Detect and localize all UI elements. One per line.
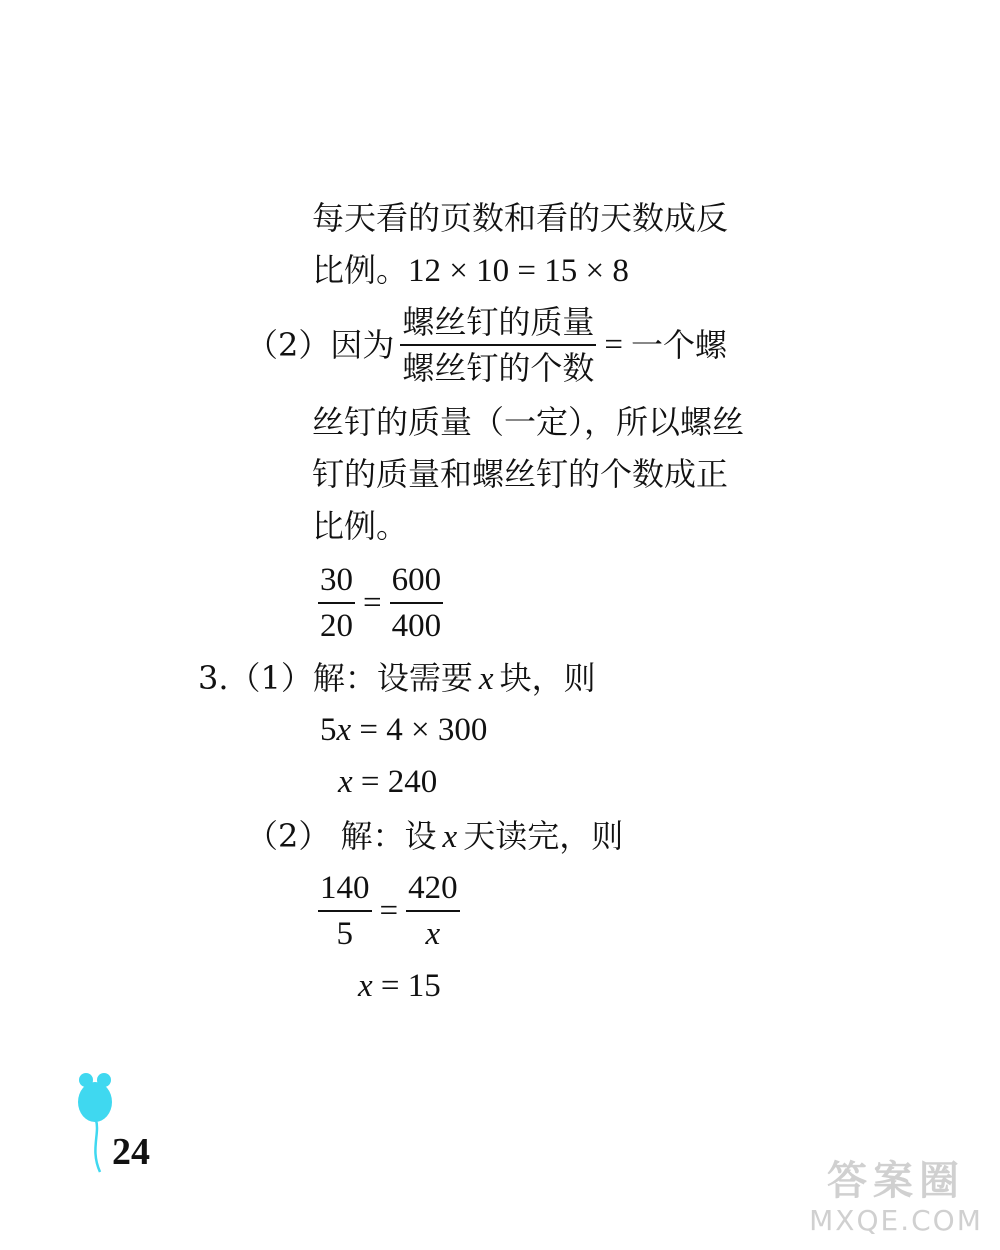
text-line-1: 每天看的页数和看的天数成反 bbox=[312, 199, 729, 237]
q3-equation-1 bbox=[320, 710, 487, 750]
q3-2-header-suffix: 天读完，则 bbox=[463, 817, 624, 855]
fraction2-equals: = bbox=[379, 893, 399, 929]
q3-eq1-right: = 4 × 300 bbox=[351, 712, 488, 748]
text-line-2-text: 比例。 bbox=[312, 251, 409, 289]
q3-2-header-prefix: （2） 解：设 bbox=[246, 817, 437, 855]
q3-2-result bbox=[358, 966, 441, 1006]
q3-eq2-variable: x bbox=[338, 764, 353, 800]
fraction2-left-denominator: 5 bbox=[336, 916, 353, 952]
fraction2-right bbox=[406, 868, 460, 954]
fraction-denominator: 螺丝钉的个数 bbox=[402, 349, 595, 387]
fraction-right-numerator: 600 bbox=[391, 562, 442, 598]
text-line-6: 比例。 bbox=[312, 507, 409, 545]
q3-equation-2 bbox=[338, 762, 437, 802]
q3-header bbox=[198, 658, 596, 699]
fraction-left-numerator: 30 bbox=[320, 562, 353, 598]
watermark bbox=[806, 1150, 986, 1246]
fraction2-left bbox=[318, 868, 372, 954]
q3-2-result-right: = 15 bbox=[372, 968, 441, 1004]
q3-2-header-variable: x bbox=[442, 819, 458, 855]
fraction-equals: = bbox=[363, 585, 382, 621]
q3-eq1-coefficient: 5 bbox=[320, 712, 337, 748]
q3-eq1-variable: x bbox=[336, 712, 352, 748]
fraction-equation-1 bbox=[318, 560, 443, 646]
fraction2-left-numerator: 140 bbox=[320, 870, 370, 906]
equals-sign: = bbox=[604, 327, 624, 363]
fraction-right-denominator: 400 bbox=[391, 608, 442, 644]
q3-header-suffix: 块，则 bbox=[499, 659, 596, 697]
fraction-numerator: 螺丝钉的质量 bbox=[402, 303, 595, 341]
q3-2-header bbox=[246, 816, 623, 857]
fraction2-right-denominator: x bbox=[425, 916, 441, 952]
q2-suffix: 一个螺 bbox=[631, 326, 728, 364]
fraction-equation-2 bbox=[318, 868, 460, 954]
page-number: 24 bbox=[112, 1131, 150, 1173]
q3-eq2-right: = 240 bbox=[352, 764, 438, 800]
q3-header-variable: x bbox=[478, 661, 494, 697]
watermark-logo-text: 答案圈 bbox=[827, 1158, 965, 1204]
fraction-left-denominator: 20 bbox=[320, 608, 353, 644]
q3-header-prefix: 3.（1）解：设需要 bbox=[198, 659, 473, 697]
fraction2-right-numerator: 420 bbox=[408, 870, 458, 906]
fraction-right bbox=[390, 560, 444, 646]
q3-2-result-variable: x bbox=[358, 968, 373, 1004]
ratio-fraction bbox=[400, 302, 596, 388]
text-line-4: 丝钉的质量（一定），所以螺丝 bbox=[312, 403, 745, 441]
watermark-url: MXQE.COM bbox=[809, 1204, 983, 1237]
fraction-left bbox=[318, 560, 355, 646]
text-line-3 bbox=[246, 302, 727, 388]
q2-prefix: （2）因为 bbox=[246, 326, 395, 364]
equation-12x10: 12 × 10 = 15 × 8 bbox=[408, 253, 629, 289]
text-line-2 bbox=[312, 250, 629, 291]
text-line-5: 钉的质量和螺丝钉的个数成正 bbox=[312, 455, 729, 493]
